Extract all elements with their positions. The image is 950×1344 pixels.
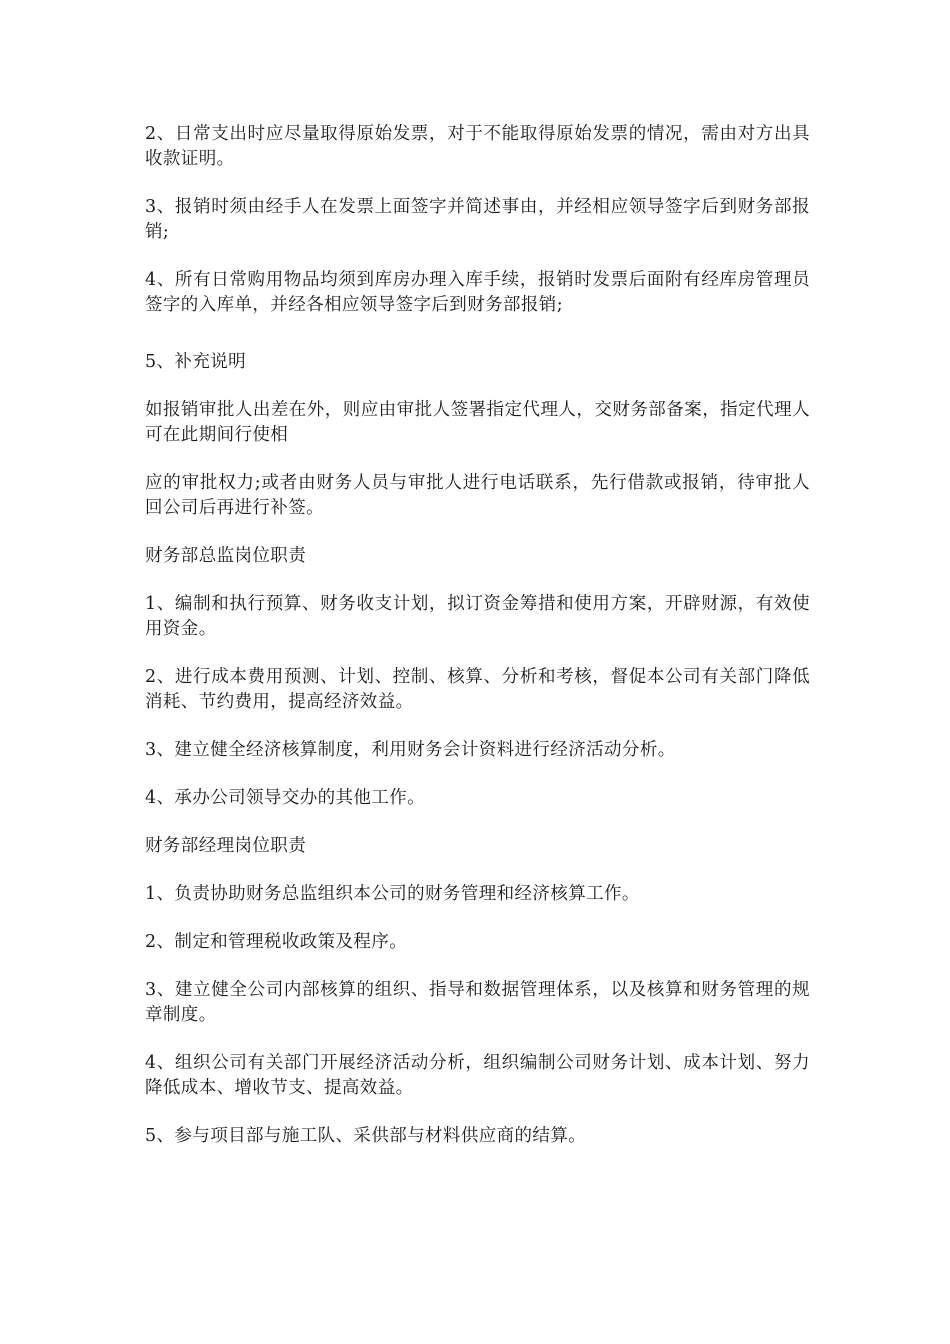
paragraph-manager-duty-5: 5、参与项目部与施工队、采供部与材料供应商的结算。 — [145, 1126, 587, 1146]
paragraph-reimbursement-signature: 3、报销时须由经手人在发票上面签字并简述事由，并经相应领导签字后到财务部报销; — [145, 197, 810, 242]
paragraph-manager-duty-4: 4、组织公司有关部门开展经济活动分析，组织编制公司财务计划、成本计划、努力降低成本、增收节支、提高效益。 — [145, 1053, 810, 1098]
section-title-finance-director: 财务部总监岗位职责 — [145, 546, 307, 566]
document-body — [145, 122, 810, 1172]
paragraph-director-duty-1: 1、编制和执行预算、财务收支计划，拟订资金筹措和使用方案，开辟财源，有效使用资金。 — [145, 594, 810, 639]
paragraph-director-duty-4: 4、承办公司领导交办的其他工作。 — [145, 788, 426, 808]
paragraph-manager-duty-1: 1、负责协助财务总监组织本公司的财务管理和经济核算工作。 — [145, 884, 640, 904]
paragraph-manager-duty-3: 3、建立健全公司内部核算的组织、指导和数据管理体系，以及核算和财务管理的规章制度。 — [145, 980, 810, 1025]
paragraph-expense-invoice: 2、日常支出时应尽量取得原始发票，对于不能取得原始发票的情况，需由对方出具收款证明。 — [145, 124, 810, 169]
paragraph-director-duty-2: 2、进行成本费用预测、计划、控制、核算、分析和考核，督促本公司有关部门降低消耗、节约费用，提高经济效益。 — [145, 667, 810, 712]
paragraph-approval-authority: 应的审批权力;或者由财务人员与审批人进行电话联系，先行借款或报销，待审批人回公司后再进行补签。 — [145, 473, 810, 518]
section-title-finance-manager: 财务部经理岗位职责 — [145, 836, 307, 856]
paragraph-supplementary-heading: 5、补充说明 — [145, 352, 247, 372]
paragraph-approver-away: 如报销审批人出差在外，则应由审批人签署指定代理人，交财务部备案，指定代理人可在此期间行使相 — [145, 400, 810, 445]
paragraph-manager-duty-2: 2、制定和管理税收政策及程序。 — [145, 932, 408, 952]
paragraph-warehouse-entry: 4、所有日常购用物品均须到库房办理入库手续，报销时发票后面附有经库房管理员签字的入库单，并经各相应领导签字后到财务部报销; — [145, 270, 810, 315]
paragraph-director-duty-3: 3、建立健全经济核算制度，利用财务会计资料进行经济活动分析。 — [145, 740, 676, 760]
